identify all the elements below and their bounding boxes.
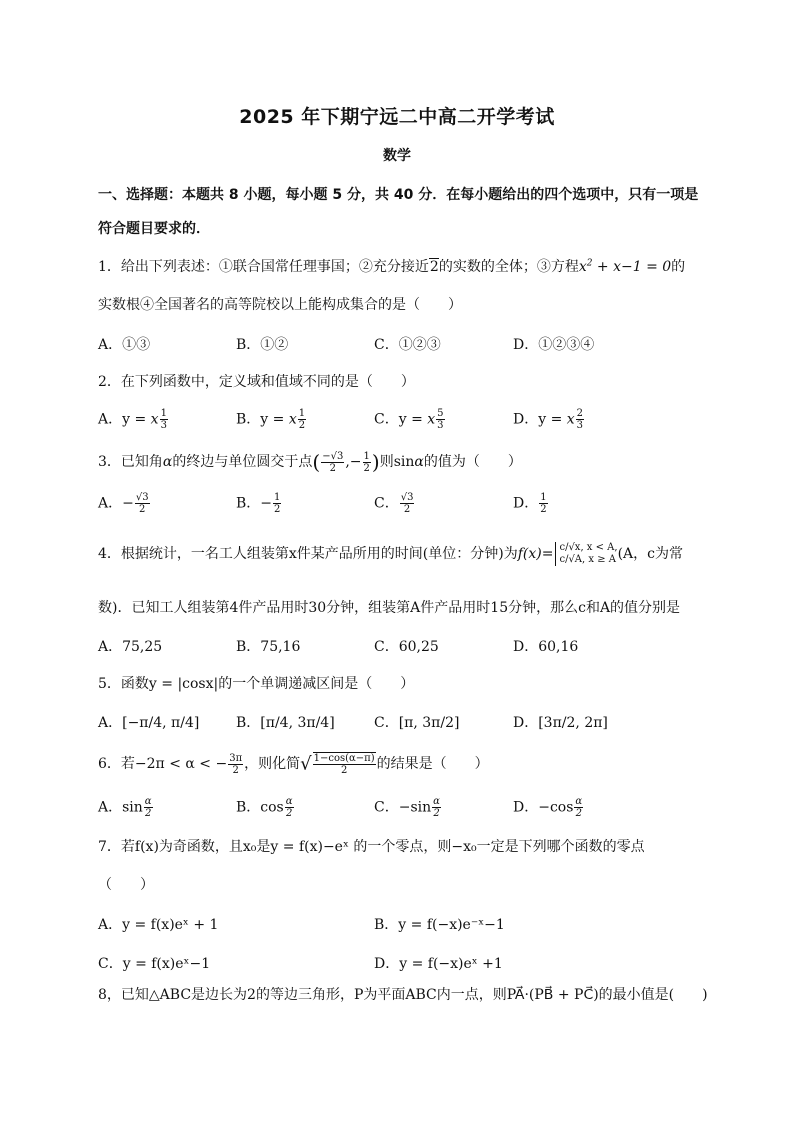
question-6-stem: 6．若−2π < α < − $\frac{3\pi}{2}$ ，则化简√ $\frac{1-\cos(\alpha-\pi)}{2}$ 的结果是（ ） bbox=[98, 752, 489, 776]
q4-option-c[interactable]: C．60,25 bbox=[374, 639, 439, 655]
question-1-line-2: 实数根④全国著名的高等院校以上能构成集合的是（ ） bbox=[98, 297, 462, 313]
q1-option-b[interactable]: B．①② bbox=[236, 337, 289, 353]
q6-option-c[interactable]: C．−sin $\frac{\alpha}{2}$ bbox=[374, 796, 440, 819]
q7-option-a[interactable]: A．y = f(x)eˣ + 1 bbox=[98, 917, 219, 933]
q3-option-b[interactable]: B．− $\frac{1}{2}$ bbox=[236, 492, 281, 515]
question-4-line-1: 4．根据统计，一名工人组装第x件某产品所用的时间(单位：分钟)为f(x)= c/√x, x < A, c/√A, x ≥ A (A，c为常 bbox=[98, 542, 684, 565]
q3-option-a[interactable]: A．− $\frac{√3}{2}$ bbox=[98, 492, 149, 515]
q5-option-b[interactable]: B．[π/4, 3π/4] bbox=[236, 715, 335, 731]
q5-option-a[interactable]: A．[−π/4, π/4] bbox=[98, 715, 200, 731]
q6-option-b[interactable]: B．cos $\frac{\alpha}{2}$ bbox=[236, 796, 293, 819]
question-7-line-1: 7．若f(x)为奇函数，且x₀是y = f(x)−eˣ 的一个零点，则−x₀一定是下列哪个函数的零点 bbox=[98, 839, 645, 855]
question-8-stem: 8，已知△ABC是边长为2的等边三角形，P为平面ABC内一点，则PA⃗·(PB⃗ + PC⃗)的最小值是( ) bbox=[98, 987, 708, 1003]
exam-title: 2025 年下期宁远二中高二开学考试 bbox=[239, 106, 555, 128]
q1-option-a[interactable]: A．①③ bbox=[98, 337, 151, 353]
q2-option-b[interactable]: B．y = x $\frac{1}{2}$ bbox=[236, 408, 306, 431]
q6-option-d[interactable]: D．−cos $\frac{\alpha}{2}$ bbox=[513, 796, 583, 819]
q2-option-a[interactable]: A．y = x $\frac{1}{3}$ bbox=[98, 408, 167, 431]
q7-option-c[interactable]: C．y = f(x)eˣ−1 bbox=[98, 956, 211, 972]
equation-q1: $x^2 + x-1 = 0$ bbox=[578, 258, 672, 275]
q1-option-c[interactable]: C．①②③ bbox=[374, 337, 441, 353]
question-7-line-2: （ ） bbox=[98, 877, 154, 893]
sqrt-2: 2 bbox=[429, 259, 439, 275]
section-heading: 一、选择题：本题共 8 小题，每小题 5 分，共 40 分．在每小题给出的四个选项中，只有一项是符合题目要求的． bbox=[98, 187, 699, 237]
q7-option-d[interactable]: D．y = f(−x)eˣ +1 bbox=[374, 956, 503, 972]
q5-option-c[interactable]: C．[π, 3π/2] bbox=[374, 715, 460, 731]
question-3-stem: 3．已知角α的终边与单位圆交于点( $\frac{-√3}{2}$ ,− $\frac{1}{2}$ )则sinα的值为（ ） bbox=[98, 450, 522, 474]
q4-option-d[interactable]: D．60,16 bbox=[513, 639, 579, 655]
question-5-stem: 5．函数y = |cosx|的一个单调递减区间是（ ） bbox=[98, 676, 415, 692]
q5-option-d[interactable]: D．[3π/2, 2π] bbox=[513, 715, 608, 731]
question-1-line-1: 1．给出下列表述：①联合国常任理事国；②充分接近2的实数的全体；③方程$x^2 + x-1 = 0$的 bbox=[98, 258, 686, 275]
q1-option-d[interactable]: D．①②③④ bbox=[513, 337, 595, 353]
question-2-stem: 2．在下列函数中，定义域和值域不同的是（ ） bbox=[98, 374, 415, 390]
q2-option-c[interactable]: C．y = x $\frac{5}{3}$ bbox=[374, 408, 444, 431]
q7-option-b[interactable]: B．y = f(−x)e⁻ˣ−1 bbox=[374, 917, 505, 933]
q3-option-d[interactable]: D． $\frac{1}{2}$ bbox=[513, 492, 547, 515]
piecewise-function: c/√x, x < A, c/√A, x ≥ A bbox=[555, 542, 617, 566]
q4-option-a[interactable]: A．75,25 bbox=[98, 639, 163, 655]
q3-option-c[interactable]: C． $\frac{√3}{2}$ bbox=[374, 492, 414, 515]
q6-option-a[interactable]: A．sin $\frac{\alpha}{2}$ bbox=[98, 796, 152, 819]
subject-heading: 数学 bbox=[383, 148, 411, 164]
q2-option-d[interactable]: D．y = x $\frac{2}{3}$ bbox=[513, 408, 584, 431]
question-4-line-2: 数)．已知工人组装第4件产品用时30分钟，组装第A件产品用时15分钟，那么c和A的值分别是 bbox=[98, 600, 681, 616]
q4-option-b[interactable]: B．75,16 bbox=[236, 639, 301, 655]
